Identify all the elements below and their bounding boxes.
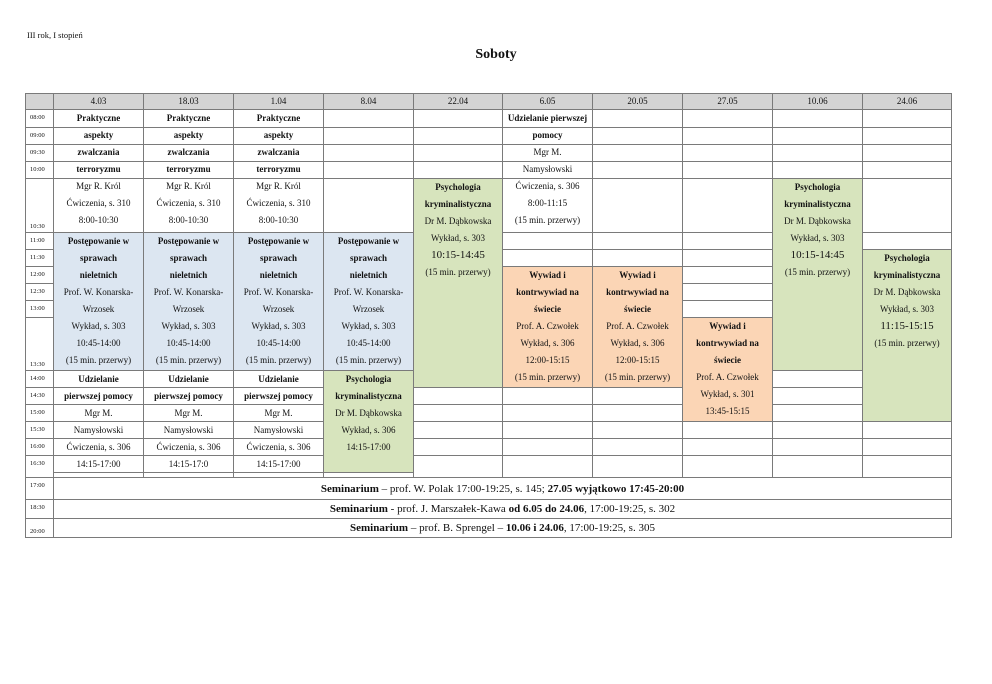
lesson-line: Udzielanie [78, 374, 119, 384]
lesson-block [143, 109, 234, 233]
lesson-block [233, 109, 324, 233]
empty-cell [323, 144, 414, 162]
empty-cell [592, 109, 683, 128]
time-label: 13:00 [25, 300, 54, 318]
lesson-line: sprawach [79, 253, 117, 263]
lesson-line: Wykład, s. 303 [880, 304, 934, 314]
empty-cell [592, 232, 683, 250]
time-label: 11:30 [25, 249, 54, 267]
time-label: 20:00 [25, 518, 54, 538]
date-header: 22.04 [413, 93, 503, 110]
date-header: 18.03 [143, 93, 234, 110]
time-label: 10:00 [25, 161, 54, 179]
lesson-line: Namysłowski [73, 425, 124, 435]
lesson-line: Wykład, s. 306 [341, 425, 396, 435]
empty-cell [682, 283, 773, 301]
lesson-line: Mgr M. [264, 408, 293, 418]
empty-cell [862, 161, 952, 179]
lesson-line: (15 min. przerwy) [425, 267, 491, 277]
lesson-line: 10:45-14:00 [76, 338, 121, 348]
lesson-line: terroryzmu [166, 164, 211, 174]
lesson-block [143, 370, 234, 473]
lesson-line: 14:15-17:00 [346, 442, 391, 452]
lesson-line: Wrzosek [262, 304, 295, 314]
empty-cell [682, 455, 773, 478]
lesson-block [323, 232, 414, 371]
empty-cell [682, 178, 773, 233]
lesson-line: Praktyczne [166, 113, 211, 123]
lesson-line: Wrzosek [172, 304, 205, 314]
lesson-line: kryminalistyczna [873, 270, 941, 280]
time-label: 17:00 [25, 477, 54, 500]
lesson-line: Dr M. Dąbkowska [873, 287, 941, 297]
date-header: 8.04 [323, 93, 414, 110]
lesson-line: Prof. W. Konarska- [153, 287, 224, 297]
lesson-line: Prof. A. Czwołek [696, 372, 759, 382]
lesson-line: (15 min. przerwy) [245, 355, 312, 365]
lesson-line: kryminalistyczna [335, 391, 402, 401]
empty-cell [772, 404, 863, 422]
lesson-line: Udzielanie [258, 374, 299, 384]
lesson-line: Postępowanie w [337, 236, 400, 246]
lesson-line: nieletnich [349, 270, 388, 280]
time-label: 14:30 [25, 387, 54, 405]
empty-cell [772, 127, 863, 145]
lesson-line: zwalczania [77, 147, 120, 157]
lesson-line: Ćwiczenia, s. 310 [66, 198, 131, 208]
empty-cell [413, 161, 503, 179]
empty-cell [502, 421, 593, 439]
lesson-line: Wykład, s. 303 [341, 321, 396, 331]
lesson-line: pierwszej pomocy [154, 391, 223, 401]
date-header: 6.05 [502, 93, 593, 110]
empty-cell [413, 404, 503, 422]
lesson-line: pierwszej pomocy [244, 391, 313, 401]
lesson-block [53, 370, 144, 473]
lesson-line: 10:15-14:45 [431, 249, 485, 261]
lesson-line: 10:45-14:00 [346, 338, 391, 348]
lesson-line: Ćwiczenia, s. 306 [156, 442, 221, 452]
lesson-line: 12:00-15:15 [615, 355, 660, 365]
lesson-line: (15 min. przerwy) [514, 215, 581, 225]
lesson-line: Prof. W. Konarska- [63, 287, 134, 297]
lesson-line: sprawach [169, 253, 207, 263]
lesson-line: Mgr M. [174, 408, 203, 418]
lesson-line: terroryzmu [256, 164, 301, 174]
lesson-block [862, 249, 952, 422]
lesson-line: Udzielanie pierwszej [507, 113, 588, 123]
lesson-line: 8:00-10:30 [168, 215, 209, 225]
empty-cell [592, 249, 683, 267]
lesson-block [772, 178, 863, 371]
lesson-line: Dr M. Dąbkowska [335, 408, 402, 418]
empty-cell [682, 144, 773, 162]
lesson-line: Mgr M. [84, 408, 113, 418]
lesson-line: Ćwiczenia, s. 310 [246, 198, 311, 208]
schedule-table [25, 93, 951, 537]
lesson-line: świecie [714, 355, 741, 365]
lesson-line: Wykład, s. 306 [520, 338, 575, 348]
empty-cell [772, 370, 863, 388]
empty-cell [502, 404, 593, 422]
lesson-line: Mgr R. Król [256, 181, 301, 191]
time-label: 18:30 [25, 499, 54, 519]
empty-cell [862, 127, 952, 145]
date-header: 20.05 [592, 93, 683, 110]
empty-cell [592, 387, 683, 405]
time-label: 14:00 [25, 370, 54, 388]
date-header: 1.04 [233, 93, 324, 110]
lesson-line: Prof. W. Konarska- [243, 287, 314, 297]
lesson-line: sprawach [349, 253, 387, 263]
empty-cell [502, 249, 593, 267]
lesson-block [592, 266, 683, 388]
lesson-line: Ćwiczenia, s. 306 [246, 442, 311, 452]
lesson-line: Wywiad i [619, 270, 656, 280]
empty-cell [862, 455, 952, 478]
lesson-block [682, 317, 773, 422]
lesson-line: Mgr M. [533, 147, 562, 157]
empty-cell [592, 178, 683, 233]
lesson-line: (15 min. przerwy) [604, 372, 671, 382]
header-corner [25, 93, 54, 110]
empty-cell [413, 421, 503, 439]
empty-cell [592, 161, 683, 179]
time-label: 09:00 [25, 127, 54, 145]
empty-cell [413, 109, 503, 128]
empty-cell [323, 161, 414, 179]
lesson-line: nieletnich [79, 270, 118, 280]
lesson-block [502, 266, 593, 388]
lesson-line: 11:15-15:15 [880, 320, 934, 332]
seminar-title: Seminarium [350, 522, 409, 534]
lesson-line: Wykład, s. 301 [700, 389, 755, 399]
lesson-line: Prof. W. Konarska- [333, 287, 404, 297]
seminar-title: Seminarium [329, 503, 388, 515]
seminar-text: – prof. B. Sprengel – [408, 522, 506, 534]
lesson-line: 10:45-14:00 [256, 338, 301, 348]
lesson-line: Wykład, s. 303 [431, 233, 485, 243]
seminar-dates: 10.06 i 24.06 [505, 522, 564, 534]
lesson-line: aspekty [83, 130, 114, 140]
empty-cell [862, 178, 952, 233]
time-label: 10:30 [25, 178, 54, 233]
lesson-line: Mgr R. Król [166, 181, 211, 191]
lesson-line: Wykład, s. 306 [610, 338, 665, 348]
lesson-line: Psychologia [884, 253, 930, 263]
lesson-line: (15 min. przerwy) [874, 338, 940, 348]
lesson-line: 8:00-10:30 [78, 215, 119, 225]
empty-cell [413, 387, 503, 405]
time-label: 11:00 [25, 232, 54, 250]
seminar-text-tail: , 17:00-19:25, s. 302 [584, 503, 676, 515]
lesson-line: Udzielanie [168, 374, 209, 384]
lesson-line: (15 min. przerwy) [514, 372, 581, 382]
seminar-dates: 27.05 wyjątkowo 17:45-20:00 [547, 483, 685, 495]
lesson-line: Wywiad i [709, 321, 746, 331]
lesson-line: Postępowanie w [67, 236, 130, 246]
lesson-line: Wykład, s. 303 [251, 321, 306, 331]
lesson-line: (15 min. przerwy) [155, 355, 222, 365]
empty-cell [592, 455, 683, 478]
lesson-line: sprawach [259, 253, 297, 263]
empty-cell [862, 438, 952, 456]
lesson-line: 13:45-15:15 [705, 406, 750, 416]
empty-cell [862, 109, 952, 128]
empty-cell [592, 421, 683, 439]
empty-cell [323, 178, 414, 233]
time-label: 09:30 [25, 144, 54, 162]
lesson-line: Prof. A. Czwołek [516, 321, 579, 331]
empty-cell [413, 438, 503, 456]
empty-cell [592, 127, 683, 145]
seminar-row [53, 477, 952, 500]
lesson-block [323, 370, 414, 473]
lesson-line: aspekty [263, 130, 294, 140]
time-label: 16:00 [25, 438, 54, 456]
lesson-line: kryminalistyczna [424, 199, 492, 209]
lesson-line: Namysłowski [163, 425, 214, 435]
empty-cell [772, 109, 863, 128]
lesson-block [233, 370, 324, 473]
empty-cell [862, 144, 952, 162]
lesson-line: pomocy [532, 130, 563, 140]
lesson-line: Psychologia [345, 374, 392, 384]
lesson-line: kontrwywiad na [696, 338, 759, 348]
lesson-line: (15 min. przerwy) [65, 355, 132, 365]
lesson-line: Psychologia [794, 182, 841, 192]
seminar-text-tail: , 17:00-19:25, s. 305 [563, 522, 655, 534]
empty-cell [502, 387, 593, 405]
empty-cell [413, 127, 503, 145]
lesson-block [143, 232, 234, 371]
empty-cell [592, 144, 683, 162]
empty-cell [502, 455, 593, 478]
lesson-line: kontrwywiad na [516, 287, 579, 297]
empty-cell [502, 438, 593, 456]
date-header: 27.05 [682, 93, 773, 110]
seminar-row [53, 499, 952, 519]
lesson-line: Dr M. Dąbkowska [424, 216, 492, 226]
lesson-line: Dr M. Dąbkowska [784, 216, 851, 226]
empty-cell [682, 300, 773, 318]
lesson-line: Praktyczne [76, 113, 121, 123]
lesson-line: Wykład, s. 303 [790, 233, 845, 243]
empty-cell [682, 232, 773, 250]
lesson-line: 10:45-14:00 [166, 338, 211, 348]
seminar-text: - prof. J. Marszałek-Kawa [387, 503, 509, 515]
lesson-line: zwalczania [257, 147, 300, 157]
lesson-line: 12:00-15:15 [525, 355, 570, 365]
lesson-line: Postępowanie w [157, 236, 220, 246]
date-header: 4.03 [53, 93, 144, 110]
lesson-line: Psychologia [435, 182, 481, 192]
lesson-line: Wykład, s. 303 [161, 321, 216, 331]
lesson-line: Wywiad i [529, 270, 566, 280]
lesson-line: Wrzosek [352, 304, 385, 314]
lesson-block [502, 109, 593, 233]
empty-cell [772, 438, 863, 456]
lesson-line: Ćwiczenia, s. 306 [515, 181, 580, 191]
lesson-line: Namysłowski [253, 425, 304, 435]
time-label: 12:00 [25, 266, 54, 284]
lesson-line: Wykład, s. 303 [71, 321, 126, 331]
empty-cell [772, 421, 863, 439]
lesson-block [53, 232, 144, 371]
lesson-line: Ćwiczenia, s. 306 [66, 442, 131, 452]
lesson-line: terroryzmu [76, 164, 121, 174]
seminar-text: – prof. W. Polak 17:00-19:25, s. 145; [378, 483, 548, 495]
date-header: 10.06 [772, 93, 863, 110]
lesson-line: kryminalistyczna [784, 199, 851, 209]
time-label: 12:30 [25, 283, 54, 301]
empty-cell [682, 249, 773, 267]
date-header: 24.06 [862, 93, 952, 110]
lesson-line: nieletnich [259, 270, 298, 280]
empty-cell [592, 404, 683, 422]
lesson-line: (15 min. przerwy) [784, 267, 851, 277]
lesson-line: świecie [624, 304, 651, 314]
seminar-title: Seminarium [320, 483, 379, 495]
lesson-line: 14:15-17:00 [256, 459, 301, 469]
empty-cell [413, 455, 503, 478]
year-label: III rok, I stopień [27, 30, 83, 40]
empty-cell [413, 144, 503, 162]
empty-cell [682, 438, 773, 456]
empty-cell [323, 109, 414, 128]
seminar-row [53, 518, 952, 538]
empty-cell [772, 387, 863, 405]
lesson-line: 14:15-17:0 [168, 459, 209, 469]
lesson-line: 8:00-10:30 [258, 215, 299, 225]
lesson-line: Prof. A. Czwołek [606, 321, 669, 331]
seminar-dates: od 6.05 do 24.06 [508, 503, 585, 515]
lesson-line: zwalczania [167, 147, 210, 157]
lesson-line: kontrwywiad na [606, 287, 669, 297]
empty-cell [682, 161, 773, 179]
empty-cell [772, 161, 863, 179]
lesson-line: nieletnich [169, 270, 208, 280]
lesson-line: (15 min. przerwy) [335, 355, 402, 365]
lesson-line: 10:15-14:45 [790, 249, 845, 261]
lesson-line: 8:00-11:15 [527, 198, 568, 208]
lesson-line: 14:15-17:00 [76, 459, 121, 469]
empty-cell [862, 232, 952, 250]
lesson-line: aspekty [173, 130, 204, 140]
time-label: 08:00 [25, 109, 54, 128]
lesson-line: pierwszej pomocy [64, 391, 133, 401]
lesson-block [413, 178, 503, 388]
empty-cell [682, 266, 773, 284]
lesson-block [233, 232, 324, 371]
empty-cell [682, 421, 773, 439]
page-title: Soboty [475, 47, 517, 62]
empty-cell [862, 421, 952, 439]
time-label: 15:30 [25, 421, 54, 439]
empty-cell [592, 438, 683, 456]
lesson-line: Namysłowski [522, 164, 573, 174]
lesson-line: Praktyczne [256, 113, 301, 123]
empty-cell [323, 127, 414, 145]
lesson-line: Ćwiczenia, s. 310 [156, 198, 221, 208]
lesson-line: Wrzosek [82, 304, 115, 314]
lesson-line: Postępowanie w [247, 236, 310, 246]
lesson-line: świecie [534, 304, 561, 314]
empty-cell [682, 109, 773, 128]
empty-cell [682, 127, 773, 145]
empty-cell [772, 144, 863, 162]
time-label: 13:30 [25, 317, 54, 371]
lesson-block [53, 109, 144, 233]
empty-cell [772, 455, 863, 478]
lesson-line: Mgr R. Król [76, 181, 121, 191]
time-label: 15:00 [25, 404, 54, 422]
empty-cell [502, 232, 593, 250]
time-label: 16:30 [25, 455, 54, 478]
